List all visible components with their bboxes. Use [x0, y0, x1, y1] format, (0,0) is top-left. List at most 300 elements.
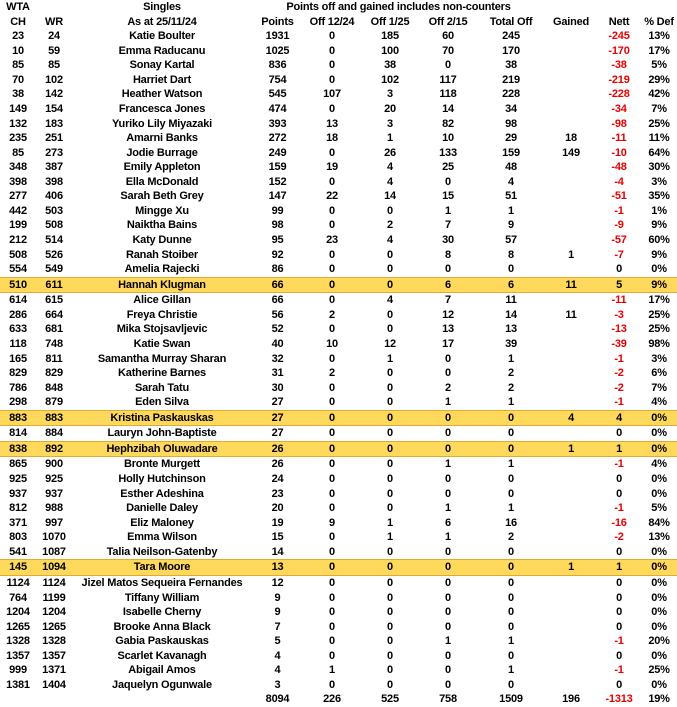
cell-off-2-15[interactable]: 7 — [445, 219, 451, 232]
cell-total-off[interactable]: 34 — [505, 102, 517, 115]
cell-wr[interactable]: 611 — [36, 277, 72, 293]
cell-off-1-25[interactable]: 0 — [387, 649, 393, 662]
cell-off-2-15[interactable]: 0 — [445, 620, 451, 633]
cell-wr[interactable]: 508 — [45, 219, 63, 232]
cell-gained[interactable] — [545, 160, 597, 175]
cell-off-12-24[interactable]: 1 — [329, 664, 335, 677]
cell-gained[interactable] — [545, 663, 597, 678]
cell-off-2-15[interactable]: 25 — [442, 161, 454, 174]
cell-ch[interactable]: 865 — [9, 458, 27, 471]
cell-ch[interactable]: 1265 — [6, 620, 30, 633]
cell-player-name[interactable]: Katy Dunne — [132, 234, 192, 246]
cell-off-2-15[interactable]: 0 — [445, 367, 451, 380]
cell-off-1-25[interactable]: 12 — [384, 337, 396, 350]
cell-nett[interactable]: -39 — [611, 337, 627, 350]
cell-off-1-25[interactable]: 0 — [387, 678, 393, 691]
cell-wr[interactable]: 829 — [45, 367, 63, 380]
cell-off-2-15[interactable]: 0 — [419, 560, 477, 576]
cell-wr[interactable]: 1199 — [42, 591, 66, 604]
cell-ch[interactable]: 199 — [9, 219, 27, 232]
cell-nett[interactable]: -2 — [614, 367, 624, 380]
cell-wr[interactable]: 1357 — [42, 649, 66, 662]
cell-total-off[interactable]: 0 — [508, 649, 514, 662]
cell-points[interactable]: 66 — [252, 277, 303, 293]
column-header-wr[interactable]: WR — [45, 15, 63, 28]
cell-points[interactable]: 19 — [271, 516, 284, 529]
cell-ch[interactable]: 38 — [12, 88, 24, 101]
cell-gained[interactable] — [545, 293, 597, 308]
cell-points[interactable]: 474 — [268, 102, 287, 115]
cell-ch[interactable]: 814 — [9, 427, 27, 440]
cell-gained[interactable] — [545, 44, 597, 59]
cell-total-off[interactable]: 219 — [502, 73, 520, 86]
cell-wr[interactable]: 664 — [45, 308, 63, 321]
cell-gained[interactable] — [545, 591, 597, 606]
cell-off-1-25[interactable]: 0 — [361, 441, 419, 457]
cell-player-name[interactable]: Katie Swan — [133, 337, 191, 350]
cell-off-1-25[interactable]: 3 — [387, 88, 393, 101]
cell-nett[interactable]: 0 — [616, 473, 622, 485]
cell-points[interactable]: 20 — [271, 502, 284, 515]
cell-wr[interactable]: 514 — [45, 234, 63, 246]
cell-off-2-15[interactable]: 0 — [445, 664, 451, 677]
cell-total-off[interactable]: 1 — [508, 458, 514, 471]
cell-points[interactable]: 159 — [268, 161, 287, 174]
cell-total-off[interactable]: 1 — [508, 396, 514, 409]
cell-off-1-25[interactable]: 1 — [387, 531, 393, 544]
cell-gained[interactable] — [545, 73, 597, 88]
cell-off-2-15[interactable]: 1 — [445, 204, 451, 217]
cell-points[interactable]: 13 — [252, 560, 303, 576]
column-header-total-off[interactable]: Total Off — [489, 15, 533, 28]
cell-off-1-25[interactable]: 102 — [381, 73, 399, 86]
cell-pct-def[interactable]: 7% — [651, 381, 667, 394]
cell-nett[interactable]: -13 — [611, 323, 627, 336]
cell-total-off[interactable]: 1 — [508, 352, 514, 365]
cell-off-2-15[interactable]: 1 — [445, 458, 451, 471]
cell-off-12-24[interactable]: 0 — [303, 560, 361, 576]
cell-ch[interactable]: 614 — [9, 294, 27, 307]
column-header-player-name[interactable]: As at 25/11/24 — [127, 15, 197, 28]
total-player-name[interactable] — [72, 692, 252, 707]
cell-pct-def[interactable]: 60% — [648, 234, 670, 246]
cell-ch[interactable]: 70 — [12, 73, 24, 86]
cell-ch[interactable]: 23 — [12, 30, 24, 43]
cell-pct-def[interactable]: 9% — [651, 248, 667, 261]
cell-nett[interactable]: 0 — [616, 620, 622, 633]
cell-points[interactable]: 14 — [271, 545, 284, 558]
cell-gained[interactable] — [545, 337, 597, 352]
cell-wr[interactable]: 85 — [48, 59, 60, 72]
cell-ch[interactable]: 298 — [9, 396, 27, 409]
cell-points[interactable]: 9 — [274, 606, 281, 619]
cell-off-12-24[interactable]: 0 — [329, 635, 335, 648]
cell-points[interactable]: 56 — [271, 308, 284, 321]
cell-gained[interactable] — [545, 204, 597, 219]
cell-total-off[interactable]: 0 — [508, 487, 514, 500]
cell-off-1-25[interactable]: 4 — [387, 294, 393, 307]
cell-player-name[interactable]: Brooke Anna Black — [113, 620, 211, 633]
cell-pct-def[interactable]: 0% — [651, 263, 667, 276]
cell-total-off[interactable]: 4 — [508, 175, 514, 188]
cell-gained[interactable] — [545, 366, 597, 381]
cell-nett[interactable]: -38 — [611, 59, 627, 72]
cell-pct-def[interactable]: 4% — [651, 396, 667, 409]
cell-total-off[interactable]: 29 — [505, 132, 517, 145]
cell-pct-def[interactable]: 0% — [651, 427, 667, 440]
cell-gained[interactable] — [545, 487, 597, 502]
cell-off-12-24[interactable]: 0 — [329, 502, 335, 515]
cell-off-2-15[interactable]: 0 — [445, 59, 451, 72]
cell-nett[interactable]: -11 — [611, 294, 627, 307]
cell-ch[interactable]: 235 — [9, 132, 27, 145]
cell-pct-def[interactable]: 0% — [641, 410, 677, 426]
cell-ch[interactable]: 937 — [9, 487, 27, 500]
cell-total-off[interactable]: 6 — [477, 277, 545, 293]
cell-points[interactable]: 26 — [252, 441, 303, 457]
cell-off-1-25[interactable]: 14 — [384, 190, 396, 203]
cell-total-off[interactable]: 48 — [505, 161, 517, 174]
cell-off-1-25[interactable]: 0 — [387, 620, 393, 633]
cell-gained[interactable]: 11 — [565, 308, 577, 321]
cell-pct-def[interactable]: 3% — [651, 175, 667, 188]
cell-total-off[interactable]: 0 — [477, 560, 545, 576]
cell-off-2-15[interactable]: 0 — [445, 427, 451, 440]
cell-total-off[interactable]: 2 — [508, 381, 514, 394]
cell-player-name[interactable]: Sarah Beth Grey — [120, 190, 204, 203]
cell-off-12-24[interactable]: 0 — [329, 545, 335, 558]
cell-off-2-15[interactable]: 12 — [442, 308, 454, 321]
cell-wr[interactable]: 154 — [45, 102, 63, 115]
cell-player-name[interactable]: Gabia Paskauskas — [115, 635, 209, 648]
cell-player-name[interactable]: Alice Gillan — [133, 294, 191, 307]
cell-ch[interactable]: 508 — [9, 248, 27, 261]
cell-nett[interactable]: 5 — [597, 277, 641, 293]
cell-nett[interactable]: -11 — [611, 132, 627, 145]
cell-wr[interactable]: 406 — [45, 190, 63, 203]
cell-points[interactable]: 1931 — [265, 30, 290, 43]
cell-wr[interactable]: 1371 — [42, 664, 66, 677]
cell-off-1-25[interactable]: 0 — [387, 458, 393, 471]
cell-player-name[interactable]: Scarlet Kavanagh — [117, 649, 207, 662]
cell-gained[interactable]: 1 — [568, 248, 574, 261]
cell-points[interactable]: 86 — [271, 263, 284, 276]
cell-player-name[interactable]: Danielle Daley — [126, 502, 198, 515]
cell-wr[interactable]: 883 — [36, 410, 72, 426]
cell-gained[interactable] — [545, 649, 597, 664]
cell-nett[interactable]: 0 — [616, 427, 622, 440]
cell-off-1-25[interactable]: 4 — [387, 234, 393, 246]
cell-off-12-24[interactable]: 0 — [329, 219, 335, 232]
cell-gained[interactable]: 4 — [545, 410, 597, 426]
cell-wr[interactable]: 526 — [45, 248, 63, 261]
cell-nett[interactable]: -1 — [614, 502, 624, 515]
cell-off-2-15[interactable]: 6 — [445, 516, 451, 529]
cell-off-1-25[interactable]: 3 — [387, 117, 393, 130]
cell-ch[interactable]: 633 — [9, 323, 27, 336]
cell-pct-def[interactable]: 9% — [641, 277, 677, 293]
cell-off-2-15[interactable]: 1 — [445, 502, 451, 515]
cell-off-12-24[interactable]: 0 — [329, 591, 335, 604]
cell-off-12-24[interactable]: 0 — [303, 410, 361, 426]
cell-gained[interactable] — [545, 395, 597, 410]
cell-off-1-25[interactable]: 0 — [387, 664, 393, 677]
cell-player-name[interactable]: Kristina Paskauskas — [72, 410, 252, 426]
cell-nett[interactable]: 0 — [616, 606, 622, 619]
cell-off-1-25[interactable]: 1 — [387, 516, 393, 529]
cell-total-off[interactable]: 98 — [505, 117, 517, 130]
cell-pct-def[interactable]: 0% — [651, 576, 667, 589]
cell-off-12-24[interactable]: 0 — [329, 73, 335, 86]
cell-nett[interactable]: -2 — [614, 381, 624, 394]
cell-player-name[interactable]: Katie Boulter — [129, 30, 195, 43]
cell-player-name[interactable]: Esther Adeshina — [120, 487, 204, 500]
cell-off-12-24[interactable]: 22 — [326, 190, 338, 203]
cell-off-1-25[interactable]: 0 — [387, 308, 393, 321]
cell-nett[interactable]: -1 — [614, 635, 624, 648]
total-ch[interactable] — [0, 692, 36, 707]
cell-wr[interactable]: 615 — [45, 294, 63, 307]
cell-nett[interactable]: 0 — [616, 576, 622, 589]
cell-pct-def[interactable]: 0% — [651, 545, 667, 558]
cell-nett[interactable]: 0 — [616, 678, 622, 691]
cell-off-12-24[interactable]: 0 — [329, 102, 335, 115]
cell-player-name[interactable]: Tara Moore — [72, 560, 252, 576]
cell-wr[interactable]: 398 — [45, 175, 63, 188]
cell-wr[interactable]: 988 — [45, 502, 63, 515]
total-off-1-25[interactable]: 525 — [381, 693, 399, 706]
cell-nett[interactable]: 1 — [597, 560, 641, 576]
cell-points[interactable]: 23 — [271, 487, 284, 500]
cell-wr[interactable]: 681 — [45, 323, 63, 336]
cell-pct-def[interactable]: 3% — [651, 352, 667, 365]
cell-pct-def[interactable]: 29% — [648, 73, 670, 86]
cell-points[interactable]: 32 — [271, 352, 284, 365]
cell-off-2-15[interactable]: 117 — [439, 73, 457, 86]
cell-player-name[interactable]: Lauryn John-Baptiste — [107, 427, 217, 440]
total-pct-def[interactable]: 19% — [648, 693, 670, 706]
cell-pct-def[interactable]: 25% — [648, 323, 670, 336]
cell-gained[interactable] — [545, 233, 597, 248]
cell-ch[interactable]: 541 — [9, 545, 27, 558]
cell-player-name[interactable]: Tiffany William — [124, 591, 200, 604]
cell-ch[interactable]: 510 — [0, 277, 36, 293]
cell-gained[interactable]: 149 — [562, 146, 580, 159]
total-wr[interactable] — [36, 692, 72, 707]
cell-off-12-24[interactable]: 0 — [329, 204, 335, 217]
cell-total-off[interactable]: 0 — [508, 263, 514, 276]
cell-points[interactable]: 7 — [274, 620, 281, 633]
cell-off-12-24[interactable]: 0 — [329, 396, 335, 409]
cell-nett[interactable]: 0 — [616, 263, 622, 276]
cell-wr[interactable]: 1204 — [42, 606, 66, 619]
cell-off-12-24[interactable]: 0 — [329, 59, 335, 72]
cell-ch[interactable]: 829 — [9, 367, 27, 380]
cell-player-name[interactable]: Amarni Banks — [126, 132, 198, 145]
cell-points[interactable]: 99 — [271, 204, 284, 217]
cell-pct-def[interactable]: 0% — [651, 591, 667, 604]
cell-off-1-25[interactable]: 0 — [387, 263, 393, 276]
cell-ch[interactable]: 999 — [9, 664, 27, 677]
cell-total-off[interactable]: 16 — [505, 516, 517, 529]
cell-total-off[interactable]: 0 — [508, 606, 514, 619]
cell-gained[interactable] — [545, 620, 597, 635]
column-header-ch[interactable]: CH — [10, 15, 26, 28]
cell-player-name[interactable]: Ranah Stoiber — [126, 248, 198, 261]
cell-total-off[interactable]: 0 — [508, 473, 514, 485]
cell-nett[interactable]: 0 — [616, 591, 622, 604]
cell-nett[interactable]: -170 — [608, 44, 630, 57]
column-header-gained[interactable]: Gained — [552, 15, 590, 28]
cell-off-2-15[interactable]: 0 — [445, 576, 451, 589]
cell-points[interactable]: 27 — [271, 396, 284, 409]
cell-total-off[interactable]: 38 — [505, 59, 517, 72]
cell-nett[interactable]: -16 — [611, 516, 627, 529]
cell-gained[interactable] — [545, 322, 597, 337]
cell-ch[interactable]: 348 — [9, 161, 27, 174]
cell-ch[interactable]: 883 — [0, 410, 36, 426]
column-header-off-2-15[interactable]: Off 2/15 — [428, 15, 468, 28]
cell-pct-def[interactable]: 30% — [648, 161, 670, 174]
cell-total-off[interactable]: 0 — [508, 576, 514, 589]
cell-off-1-25[interactable]: 1 — [387, 132, 393, 145]
cell-wr[interactable]: 183 — [45, 117, 63, 130]
cell-off-12-24[interactable]: 0 — [329, 294, 335, 307]
cell-gained[interactable]: 1 — [545, 441, 597, 457]
cell-player-name[interactable]: Eliz Maloney — [130, 516, 194, 529]
cell-ch[interactable]: 442 — [9, 204, 27, 217]
cell-nett[interactable]: -1 — [614, 204, 624, 217]
cell-total-off[interactable]: 159 — [502, 146, 520, 159]
cell-total-off[interactable]: 2 — [508, 367, 514, 380]
cell-pct-def[interactable]: 25% — [648, 117, 670, 130]
cell-total-off[interactable]: 8 — [508, 248, 514, 261]
cell-ch[interactable]: 1381 — [6, 678, 30, 691]
cell-off-2-15[interactable]: 10 — [442, 132, 454, 145]
cell-gained[interactable] — [545, 29, 597, 44]
cell-off-2-15[interactable]: 133 — [439, 146, 457, 159]
cell-wr[interactable]: 848 — [45, 381, 63, 394]
cell-pct-def[interactable]: 0% — [651, 649, 667, 662]
cell-off-2-15[interactable]: 0 — [445, 591, 451, 604]
cell-player-name[interactable]: Emma Wilson — [127, 531, 197, 544]
cell-points[interactable]: 66 — [271, 294, 284, 307]
cell-pct-def[interactable]: 17% — [648, 44, 670, 57]
cell-total-off[interactable]: 2 — [508, 531, 514, 544]
cell-off-1-25[interactable]: 0 — [387, 248, 393, 261]
cell-off-1-25[interactable]: 20 — [384, 102, 396, 115]
cell-wr[interactable]: 24 — [48, 30, 60, 43]
cell-pct-def[interactable]: 64% — [648, 146, 670, 159]
cell-ch[interactable]: 1328 — [6, 635, 30, 648]
cell-off-12-24[interactable]: 0 — [329, 531, 335, 544]
cell-off-12-24[interactable]: 2 — [329, 367, 335, 380]
cell-nett[interactable]: -219 — [608, 73, 630, 86]
cell-gained[interactable]: 18 — [565, 132, 577, 145]
cell-player-name[interactable]: Emma Raducanu — [118, 44, 206, 57]
cell-pct-def[interactable]: 0% — [651, 487, 667, 500]
cell-ch[interactable]: 149 — [9, 102, 27, 115]
cell-player-name[interactable]: Francesca Jones — [118, 102, 206, 115]
cell-total-off[interactable]: 13 — [505, 323, 517, 336]
cell-player-name[interactable]: Jaquelyn Ogunwale — [112, 678, 212, 691]
cell-nett[interactable]: -98 — [611, 117, 627, 130]
cell-off-2-15[interactable]: 30 — [442, 234, 454, 246]
cell-off-12-24[interactable]: 0 — [329, 44, 335, 57]
cell-off-2-15[interactable]: 60 — [442, 30, 454, 43]
cell-player-name[interactable]: Talia Neilson-Gatenby — [106, 545, 218, 558]
cell-total-off[interactable]: 1 — [508, 635, 514, 648]
cell-points[interactable]: 1025 — [265, 44, 290, 57]
cell-gained[interactable] — [545, 678, 597, 693]
cell-pct-def[interactable]: 5% — [651, 502, 667, 515]
cell-gained[interactable] — [545, 472, 597, 487]
cell-nett[interactable]: -10 — [611, 146, 627, 159]
cell-off-2-15[interactable]: 17 — [442, 337, 454, 350]
cell-points[interactable]: 3 — [274, 678, 281, 691]
cell-pct-def[interactable]: 0% — [651, 473, 667, 485]
total-gained[interactable]: 196 — [562, 693, 580, 706]
cell-points[interactable]: 249 — [268, 146, 287, 159]
cell-off-12-24[interactable]: 0 — [329, 620, 335, 633]
cell-wr[interactable]: 997 — [45, 516, 63, 529]
cell-points[interactable]: 98 — [271, 219, 284, 232]
cell-points[interactable]: 40 — [271, 337, 284, 350]
cell-pct-def[interactable]: 13% — [648, 531, 670, 544]
cell-off-1-25[interactable]: 0 — [361, 560, 419, 576]
cell-pct-def[interactable]: 0% — [641, 441, 677, 457]
cell-off-2-15[interactable]: 70 — [442, 44, 454, 57]
cell-gained[interactable] — [545, 501, 597, 516]
cell-player-name[interactable]: Emily Appleton — [123, 161, 201, 174]
cell-off-2-15[interactable]: 0 — [419, 441, 477, 457]
cell-pct-def[interactable]: 0% — [641, 560, 677, 576]
cell-nett[interactable]: -1 — [614, 458, 624, 471]
cell-ch[interactable]: 85 — [12, 146, 24, 159]
cell-gained[interactable]: 11 — [545, 277, 597, 293]
cell-wr[interactable]: 879 — [45, 396, 63, 409]
cell-nett[interactable]: -2 — [614, 531, 624, 544]
cell-pct-def[interactable]: 0% — [651, 678, 667, 691]
cell-nett[interactable]: 1 — [597, 441, 641, 457]
cell-player-name[interactable]: Hephzibah Oluwadare — [72, 441, 252, 457]
cell-pct-def[interactable]: 11% — [648, 132, 670, 145]
cell-off-2-15[interactable]: 7 — [445, 294, 451, 307]
cell-wr[interactable]: 1124 — [42, 576, 66, 589]
cell-off-1-25[interactable]: 0 — [387, 473, 393, 485]
cell-ch[interactable]: 1357 — [6, 649, 30, 662]
cell-points[interactable]: 24 — [271, 473, 284, 485]
cell-wr[interactable]: 884 — [45, 427, 63, 440]
cell-player-name[interactable]: Jodie Burrage — [126, 146, 198, 159]
cell-gained[interactable] — [545, 117, 597, 132]
cell-player-name[interactable]: Katherine Barnes — [118, 367, 206, 380]
cell-gained[interactable] — [545, 175, 597, 190]
cell-nett[interactable]: -51 — [611, 190, 627, 203]
cell-off-12-24[interactable]: 0 — [329, 175, 335, 188]
cell-gained[interactable] — [545, 516, 597, 531]
cell-off-12-24[interactable]: 0 — [329, 678, 335, 691]
cell-off-12-24[interactable]: 19 — [326, 161, 338, 174]
cell-points[interactable]: 27 — [252, 410, 303, 426]
cell-off-12-24[interactable]: 0 — [329, 473, 335, 485]
cell-wr[interactable]: 892 — [36, 441, 72, 457]
cell-pct-def[interactable]: 35% — [648, 190, 670, 203]
cell-wr[interactable]: 503 — [45, 204, 63, 217]
cell-gained[interactable] — [545, 102, 597, 117]
cell-points[interactable]: 5 — [274, 635, 281, 648]
cell-off-12-24[interactable]: 0 — [329, 146, 335, 159]
